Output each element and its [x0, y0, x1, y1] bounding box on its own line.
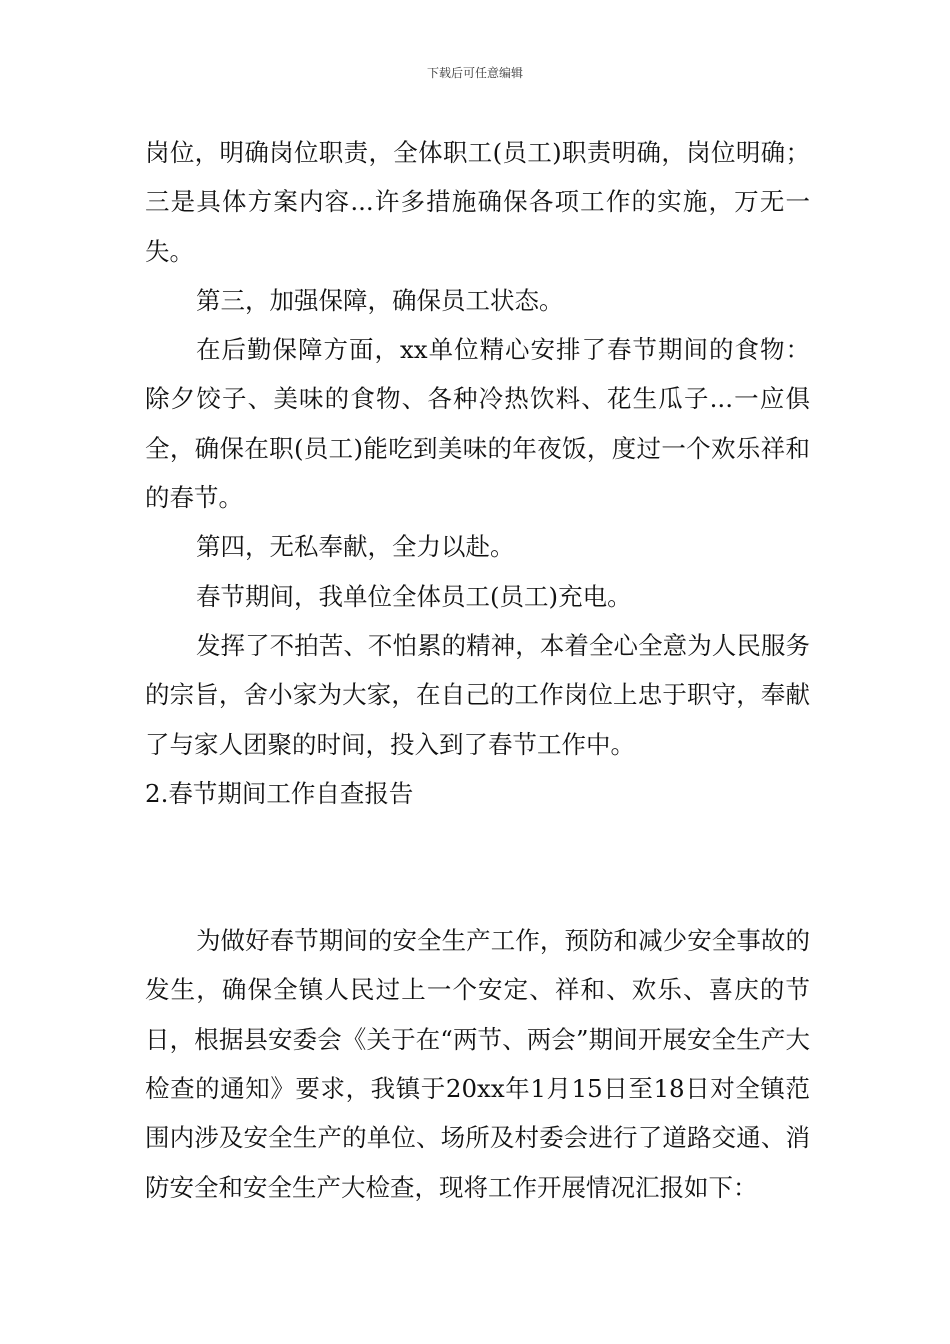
- paragraph-point-three: 第三，加强保障，确保员工状态。: [196, 285, 564, 315]
- page-header-note: 下载后可任意编辑: [426, 66, 523, 80]
- paragraph-dedication: 发挥了不拍苦、不怕累的精神，本着全心全意为人民服务的宗旨，舍小家为大家，在自己的工作岗位上忠于职守，奉献了与家人团聚的时间，投入到了春节工作中。: [145, 630, 810, 759]
- document-body: [145, 128, 810, 1212]
- paragraph-point-four: 第四，无私奉献，全力以赴。: [196, 532, 515, 562]
- paragraph-self-inspection: 为做好春节期间的安全生产工作，预防和减少安全事故的发生，确保全镇人民过上一个安定、祥和、欢乐、喜庆的节日，根据县安委会《关于在“两节、两会”期间开展安全生产大检查的通知》要求，我镇于20xx年1月15日至18日对全镇范围内涉及安全生产的单位、场所及村委会进行了道路交通、消防安全和安全生产大检查，现将工作开展情况汇报如下：: [145, 926, 810, 1202]
- paragraph-spring-festival: 春节期间，我单位全体员工(员工)充电。: [196, 581, 632, 611]
- section-heading: 2.春节期间工作自查报告: [145, 778, 414, 808]
- paragraph-continuation: 岗位，明确岗位职责，全体职工(员工)职责明确，岗位明确；三是具体方案内容...许多措施确保各项工作的实施，万无一失。: [145, 138, 810, 266]
- paragraph-logistics: 在后勤保障方面，xx单位精心安排了春节期间的食物：除夕饺子、美味的食物、各种冷热饮料、花生瓜子...一应俱全，确保在职(员工)能吃到美味的年夜饭，度过一个欢乐祥和的春节。: [145, 335, 810, 513]
- section-gap: [145, 818, 810, 916]
